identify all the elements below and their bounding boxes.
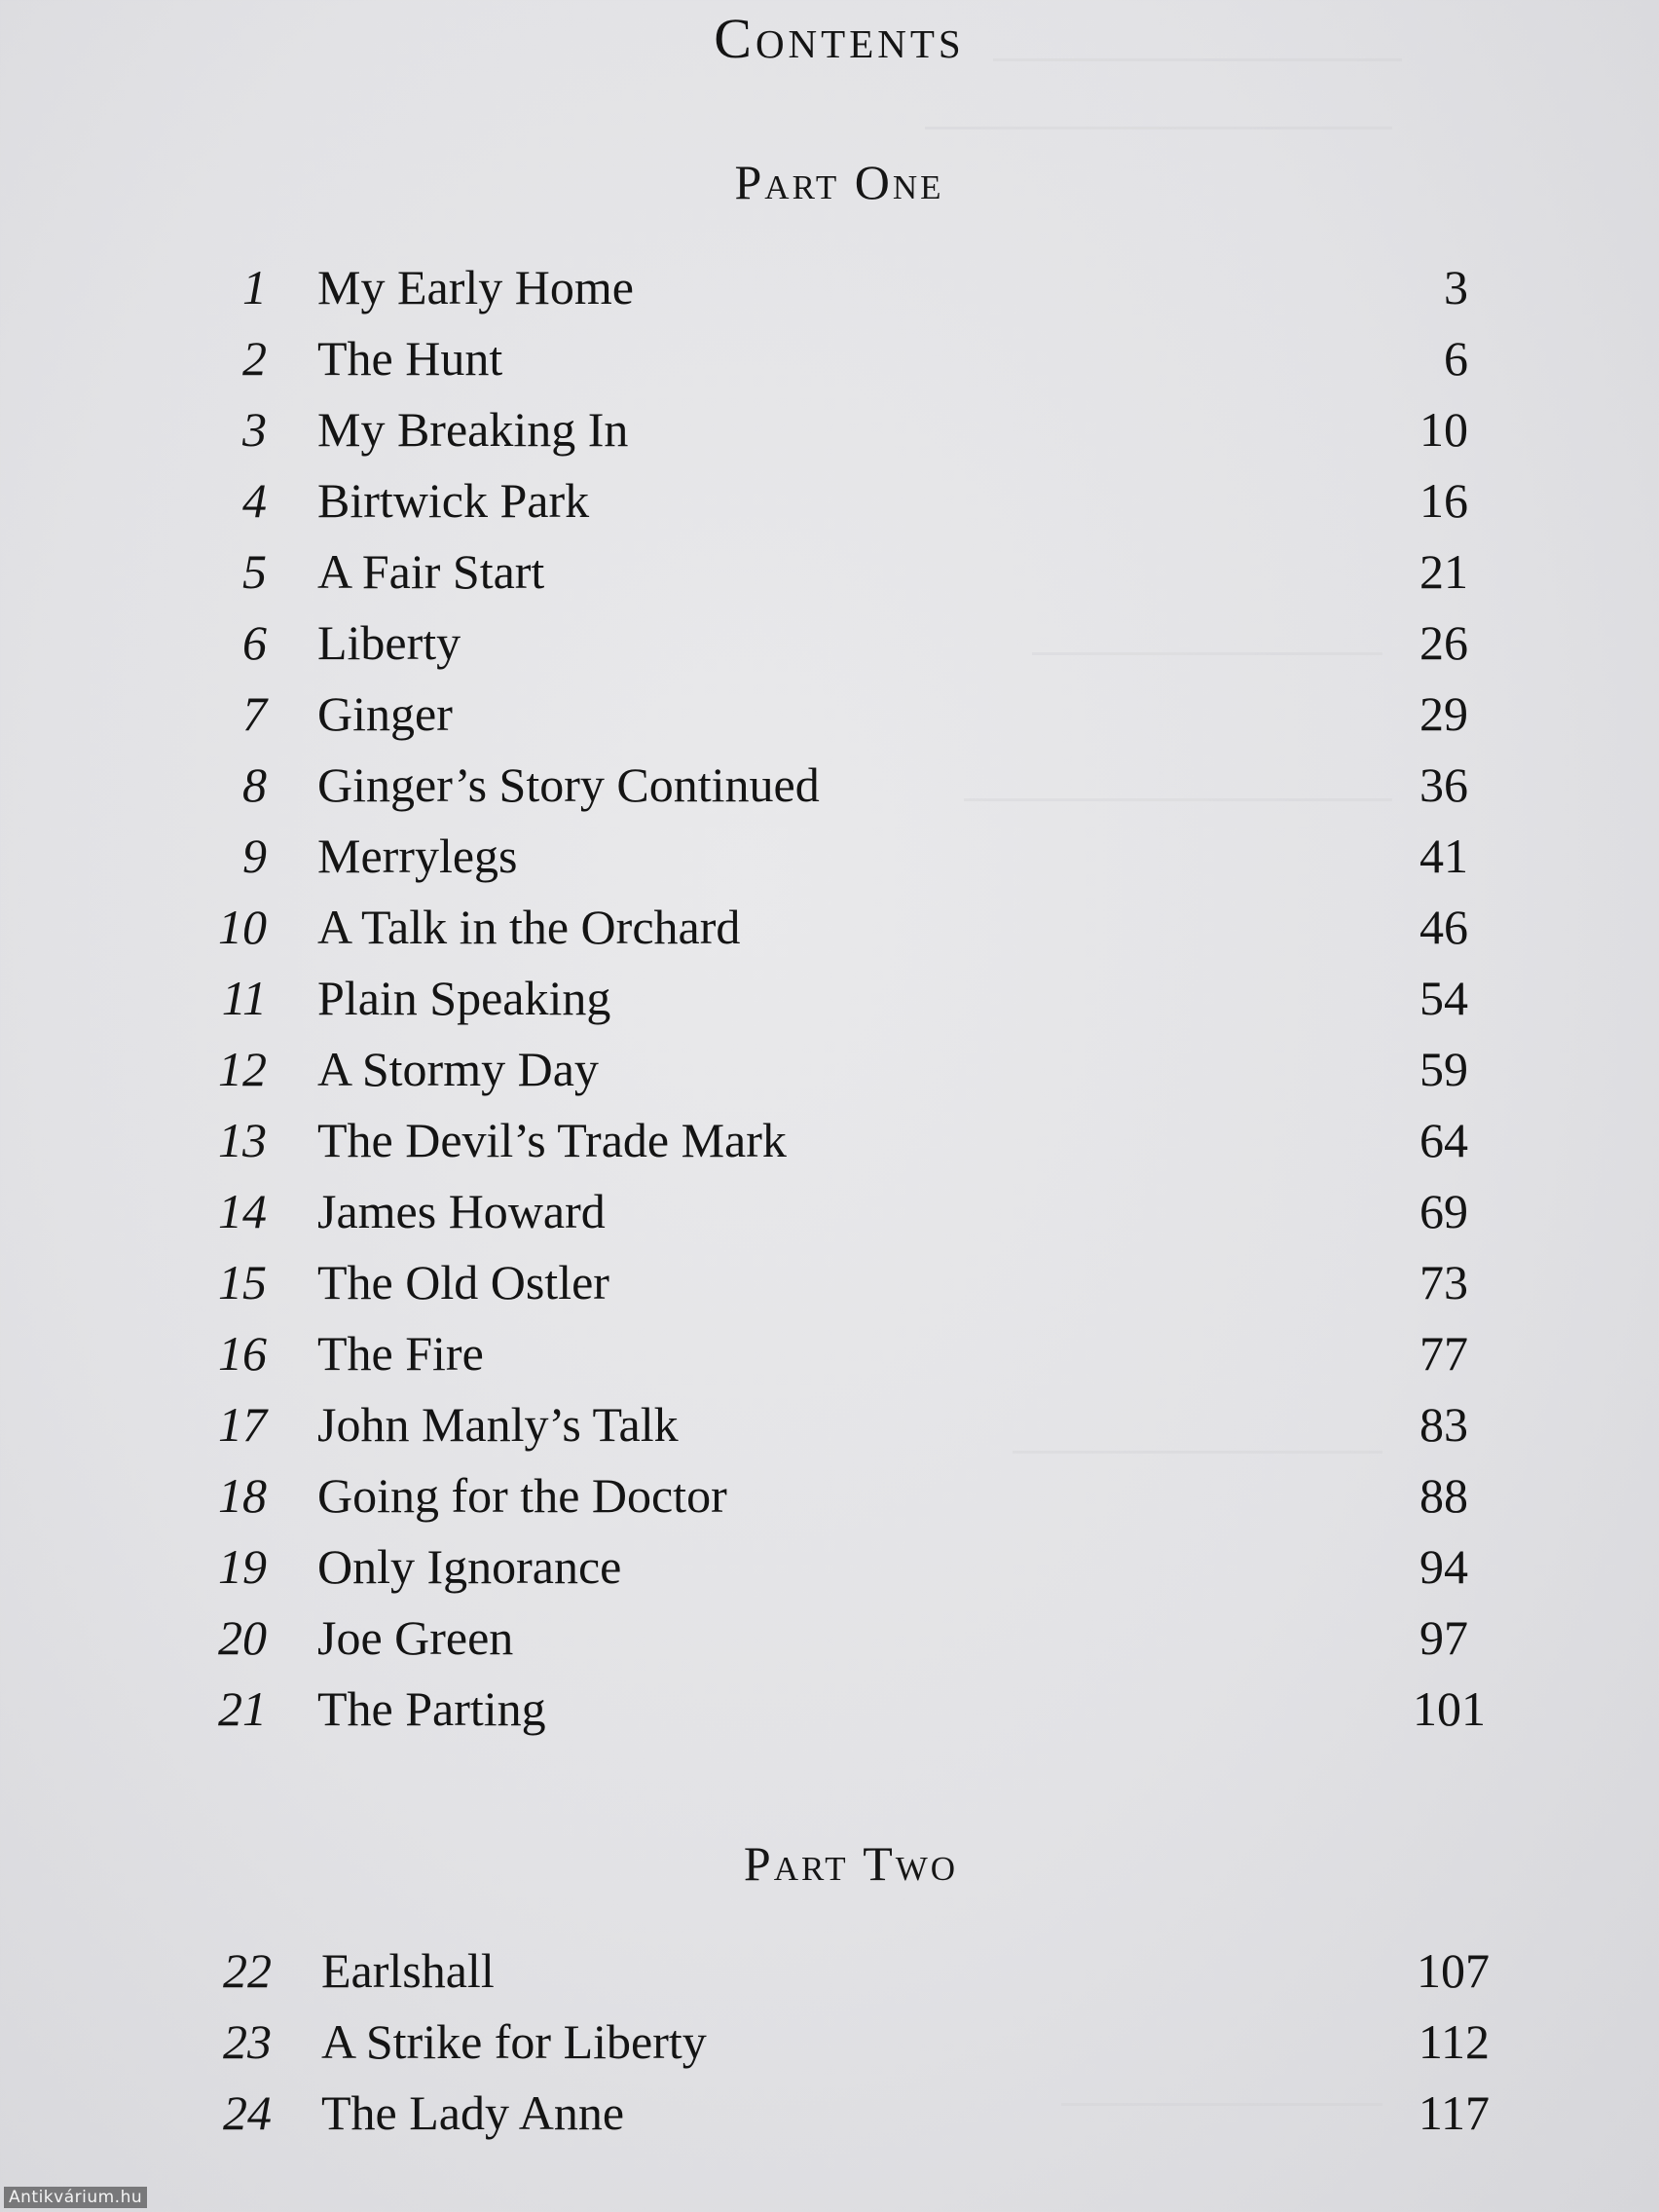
chapter-title: The Old Ostler (317, 1255, 609, 1309)
chapter-page: 77 (1419, 1326, 1468, 1381)
toc-entry (0, 259, 1659, 330)
chapter-title: The Fire (317, 1326, 484, 1381)
chapter-title: The Hunt (317, 331, 503, 386)
chapter-number: 16 (218, 1326, 267, 1381)
chapter-number: 19 (218, 1539, 267, 1594)
chapter-title: The Lady Anne (321, 2085, 625, 2140)
chapter-page: 16 (1419, 473, 1468, 528)
chapter-title: Plain Speaking (317, 971, 611, 1025)
chapter-number: 17 (218, 1397, 267, 1452)
chapter-number: 8 (242, 757, 267, 812)
chapter-page: 64 (1419, 1113, 1468, 1167)
toc-entry (0, 1112, 1659, 1183)
toc-entry (0, 2013, 1659, 2084)
chapter-title: My Breaking In (317, 402, 629, 457)
toc-entry (0, 1183, 1659, 1254)
chapter-title: A Stormy Day (317, 1042, 599, 1096)
chapter-page: 83 (1419, 1397, 1468, 1452)
chapter-page: 101 (1413, 1681, 1486, 1736)
chapter-page: 59 (1419, 1042, 1468, 1096)
chapter-title: Earlshall (321, 1943, 495, 1998)
chapter-title: A Talk in the Orchard (317, 900, 741, 954)
chapter-number: 14 (218, 1184, 267, 1238)
chapter-number: 12 (218, 1042, 267, 1096)
chapter-number: 23 (223, 2014, 272, 2069)
watermark-label: Antikvárium.hu (4, 2187, 147, 2208)
toc-entry (0, 543, 1659, 614)
chapter-title: The Devil’s Trade Mark (317, 1113, 787, 1167)
toc-entry (0, 1680, 1659, 1751)
chapter-page: 112 (1418, 2014, 1490, 2069)
toc-entry (0, 685, 1659, 756)
toc-entry (0, 1396, 1659, 1467)
chapter-page: 46 (1419, 900, 1468, 954)
chapter-number: 21 (218, 1681, 267, 1736)
toc-entry (0, 1467, 1659, 1538)
chapter-number: 4 (242, 473, 267, 528)
chapter-number: 20 (218, 1610, 267, 1665)
chapter-number: 1 (242, 260, 267, 314)
chapter-page: 10 (1419, 402, 1468, 457)
chapter-title: The Parting (317, 1681, 546, 1736)
chapter-title: Liberty (317, 615, 461, 670)
chapter-number: 11 (221, 971, 267, 1025)
chapter-title: My Early Home (317, 260, 634, 314)
chapter-title: Joe Green (317, 1610, 514, 1665)
part-two-chapter-list (0, 1942, 1659, 2156)
chapter-title: A Strike for Liberty (321, 2014, 707, 2069)
chapter-page: 36 (1419, 757, 1468, 812)
part-one-chapter-list (0, 259, 1659, 1751)
toc-entry (0, 899, 1659, 970)
chapter-page: 41 (1419, 829, 1468, 883)
chapter-page: 107 (1417, 1943, 1490, 1998)
chapter-title: Merrylegs (317, 829, 518, 883)
toc-entry (0, 2084, 1659, 2156)
toc-entry (0, 756, 1659, 828)
chapter-number: 5 (242, 544, 267, 599)
chapter-number: 7 (242, 686, 267, 741)
chapter-number: 2 (242, 331, 267, 386)
chapter-number: 18 (218, 1468, 267, 1523)
chapter-number: 15 (218, 1255, 267, 1309)
contents-heading: Contents (714, 7, 965, 70)
chapter-title: Ginger (317, 686, 453, 741)
toc-entry (0, 472, 1659, 543)
toc-entry (0, 1041, 1659, 1112)
part-two-heading: Part Two (743, 1836, 959, 1891)
toc-entry (0, 401, 1659, 472)
toc-entry (0, 1609, 1659, 1680)
chapter-number: 3 (242, 402, 267, 457)
chapter-title: John Manly’s Talk (317, 1397, 679, 1452)
toc-entry (0, 330, 1659, 401)
chapter-title: Going for the Doctor (317, 1468, 727, 1523)
chapter-page: 88 (1419, 1468, 1468, 1523)
chapter-number: 22 (223, 1943, 272, 1998)
chapter-title: Only Ignorance (317, 1539, 622, 1594)
toc-entry (0, 1254, 1659, 1325)
toc-entry (0, 970, 1659, 1041)
chapter-number: 24 (223, 2085, 272, 2140)
part-one-heading: Part One (734, 155, 944, 209)
chapter-page: 21 (1419, 544, 1468, 599)
chapter-title: Ginger’s Story Continued (317, 757, 820, 812)
chapter-page: 69 (1419, 1184, 1468, 1238)
chapter-page: 94 (1419, 1539, 1468, 1594)
chapter-number: 10 (218, 900, 267, 954)
toc-entry (0, 1325, 1659, 1396)
chapter-number: 6 (242, 615, 267, 670)
chapter-page: 117 (1418, 2085, 1490, 2140)
toc-entry (0, 1942, 1659, 2013)
chapter-number: 13 (218, 1113, 267, 1167)
toc-entry (0, 1538, 1659, 1609)
toc-entry (0, 614, 1659, 685)
chapter-page: 6 (1444, 331, 1468, 386)
chapter-title: James Howard (317, 1184, 606, 1238)
toc-entry (0, 828, 1659, 899)
chapter-page: 26 (1419, 615, 1468, 670)
chapter-number: 9 (242, 829, 267, 883)
chapter-page: 3 (1444, 260, 1468, 314)
chapter-page: 73 (1419, 1255, 1468, 1309)
show-through-text (925, 88, 1392, 129)
chapter-page: 29 (1419, 686, 1468, 741)
chapter-page: 54 (1419, 971, 1468, 1025)
chapter-title: A Fair Start (317, 544, 545, 599)
chapter-title: Birtwick Park (317, 473, 590, 528)
chapter-page: 97 (1419, 1610, 1468, 1665)
